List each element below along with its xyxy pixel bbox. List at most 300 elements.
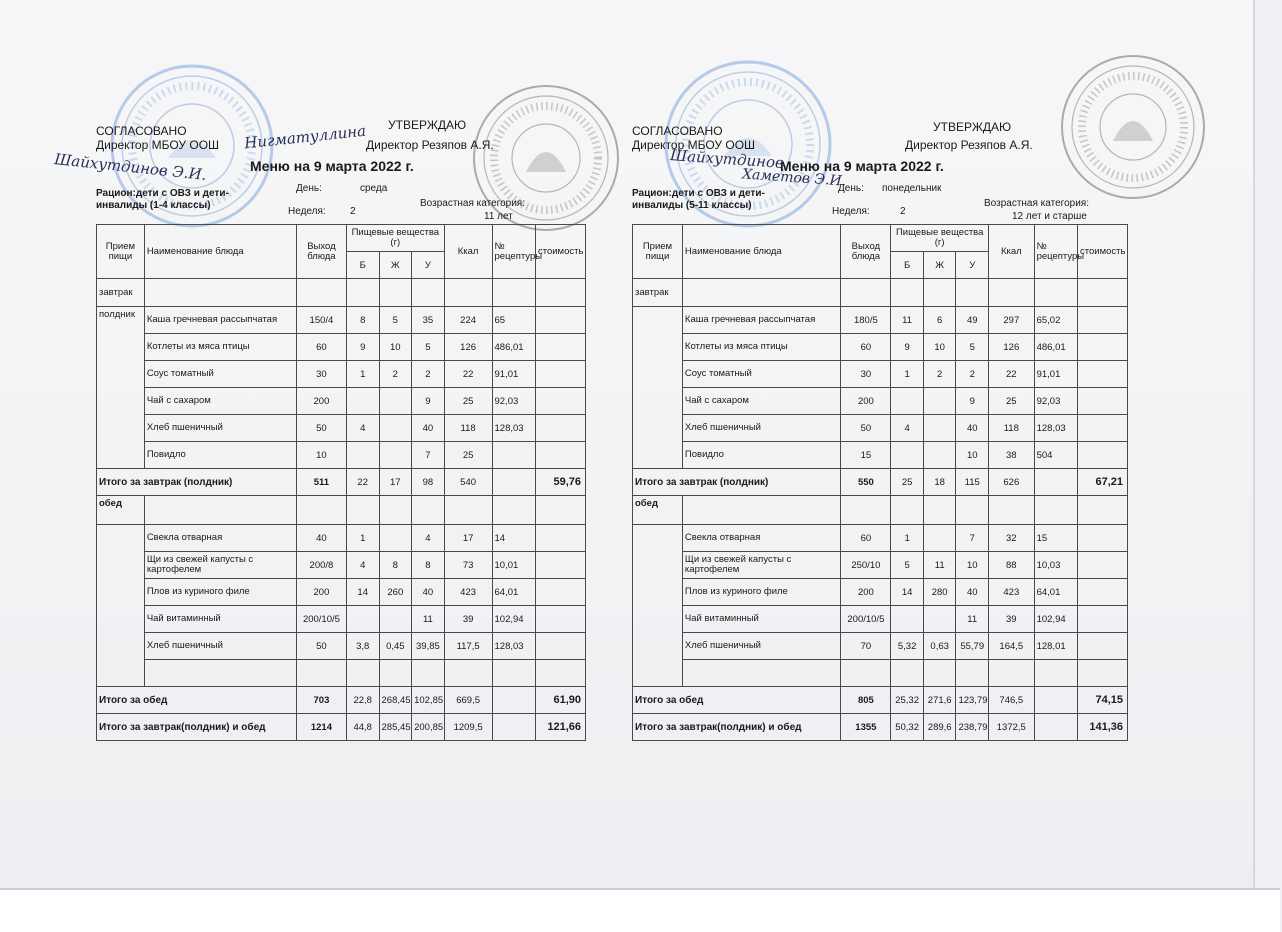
lunch-total-row xyxy=(97,687,586,714)
table-row xyxy=(97,525,586,552)
lunch-total-row-cost: 74,15 xyxy=(1078,687,1128,714)
meal-cell xyxy=(97,525,145,687)
dish-output: 50 xyxy=(296,415,346,442)
empty-cell xyxy=(412,496,445,525)
recipe-number xyxy=(492,442,535,469)
empty-cell xyxy=(841,660,891,687)
kcal-value: 38 xyxy=(989,442,1035,469)
lunch-total-row-output: 703 xyxy=(296,687,346,714)
lunch-total-row-protein: 25,32 xyxy=(891,687,924,714)
cost-value xyxy=(1078,415,1128,442)
kcal-value: 126 xyxy=(444,334,492,361)
empty-cell xyxy=(346,279,379,307)
week-value: 2 xyxy=(350,206,356,217)
dish-name: Щи из свежей капусты с картофелем xyxy=(682,552,840,579)
grand-total-row-kcal: 1372,5 xyxy=(989,714,1035,741)
protein-value xyxy=(346,606,379,633)
breakfast-total-row-recipe xyxy=(1034,469,1077,496)
protein-value: 4 xyxy=(346,415,379,442)
ration-line-2: инвалиды (1-4 классы) xyxy=(96,200,211,211)
kcal-value: 423 xyxy=(444,579,492,606)
approved-label: УТВЕРЖДАЮ xyxy=(388,118,467,132)
age-value: 12 лет и старше xyxy=(1012,211,1087,222)
grand-total-row-carbs: 238,79 xyxy=(956,714,989,741)
column-header-dish: Наименование блюда xyxy=(682,225,840,279)
carbs-value: 8 xyxy=(412,552,445,579)
dish-name: Повидло xyxy=(682,442,840,469)
recipe-number: 91,01 xyxy=(1034,361,1077,388)
kcal-value: 118 xyxy=(989,415,1035,442)
recipe-number: 65,02 xyxy=(1034,307,1077,334)
fat-value xyxy=(923,606,956,633)
recipe-number: 504 xyxy=(1034,442,1077,469)
carbs-value: 10 xyxy=(956,442,989,469)
column-header-b: Б xyxy=(346,252,379,279)
paper-edge-right xyxy=(1253,0,1282,930)
table-row xyxy=(97,633,586,660)
empty-cell xyxy=(144,660,296,687)
recipe-number: 102,94 xyxy=(1034,606,1077,633)
dish-name: Плов из куриного филе xyxy=(682,579,840,606)
carbs-value: 40 xyxy=(412,579,445,606)
carbs-value: 9 xyxy=(412,388,445,415)
lunch-total-row xyxy=(633,687,1128,714)
agreed-by: Директор МБОУ ООШ xyxy=(96,138,220,152)
breakfast-total-row-protein: 25 xyxy=(891,469,924,496)
menu-table xyxy=(96,224,586,741)
lunch-total-row-fat: 271,6 xyxy=(923,687,956,714)
column-header-zh: Ж xyxy=(379,252,412,279)
grand-total-row xyxy=(97,714,586,741)
breakfast-total-row xyxy=(97,469,586,496)
kcal-value: 117,5 xyxy=(444,633,492,660)
carbs-value: 11 xyxy=(956,606,989,633)
section-row-lunch xyxy=(633,496,1128,525)
recipe-number: 486,01 xyxy=(1034,334,1077,361)
table-row xyxy=(97,334,586,361)
age-label: Возрастная категория: xyxy=(420,198,525,209)
recipe-number: 128,03 xyxy=(492,633,535,660)
fat-value: 2 xyxy=(379,361,412,388)
kcal-value: 39 xyxy=(444,606,492,633)
section-label-breakfast: завтрак xyxy=(633,279,683,307)
column-header-nutrients: Пищевые вещества (г) xyxy=(891,225,989,252)
section-label-lunch: обед xyxy=(633,496,683,525)
section-label-lunch: обед xyxy=(97,496,145,525)
kcal-value: 297 xyxy=(989,307,1035,334)
cost-value xyxy=(1078,525,1128,552)
table-row xyxy=(633,633,1128,660)
kcal-value: 22 xyxy=(989,361,1035,388)
table-row xyxy=(633,606,1128,633)
lunch-total-row-carbs: 102,85 xyxy=(412,687,445,714)
kcal-value: 164,5 xyxy=(989,633,1035,660)
protein-value: 1 xyxy=(891,525,924,552)
cost-value xyxy=(535,388,585,415)
empty-cell xyxy=(1034,496,1077,525)
empty-cell xyxy=(989,496,1035,525)
protein-value xyxy=(891,606,924,633)
column-header-nutrients: Пищевые вещества (г) xyxy=(346,225,444,252)
fat-value xyxy=(379,388,412,415)
empty-cell xyxy=(956,496,989,525)
grand-total-row-kcal: 1209,5 xyxy=(444,714,492,741)
breakfast-total-row-label: Итого за завтрак (полдник) xyxy=(633,469,841,496)
table-row xyxy=(97,388,586,415)
empty-cell xyxy=(923,496,956,525)
lunch-total-row-kcal: 669,5 xyxy=(444,687,492,714)
dish-name: Повидло xyxy=(144,442,296,469)
empty-cell xyxy=(296,496,346,525)
dish-output: 200/10/5 xyxy=(296,606,346,633)
fat-value: 280 xyxy=(923,579,956,606)
grand-total-row-recipe xyxy=(1034,714,1077,741)
empty-cell xyxy=(535,660,585,687)
fat-value xyxy=(923,388,956,415)
kcal-value: 32 xyxy=(989,525,1035,552)
dish-output: 200 xyxy=(296,579,346,606)
table-row xyxy=(633,307,1128,334)
dish-name: Хлеб пшеничный xyxy=(144,415,296,442)
cost-value xyxy=(1078,361,1128,388)
dish-output: 180/5 xyxy=(841,307,891,334)
dish-output: 60 xyxy=(841,525,891,552)
empty-cell xyxy=(682,279,840,307)
empty-cell xyxy=(412,660,445,687)
column-header-dish: Наименование блюда xyxy=(144,225,296,279)
table-row xyxy=(97,415,586,442)
dish-output: 10 xyxy=(296,442,346,469)
lunch-total-row-recipe xyxy=(1034,687,1077,714)
empty-cell xyxy=(682,496,840,525)
kcal-value: 73 xyxy=(444,552,492,579)
table-row xyxy=(97,361,586,388)
cost-value xyxy=(535,334,585,361)
cost-value xyxy=(535,606,585,633)
table-row xyxy=(633,525,1128,552)
protein-value: 3,8 xyxy=(346,633,379,660)
dish-output: 15 xyxy=(841,442,891,469)
protein-value: 9 xyxy=(891,334,924,361)
age-label: Возрастная категория: xyxy=(984,198,1089,209)
fat-value: 8 xyxy=(379,552,412,579)
fat-value xyxy=(923,415,956,442)
cost-value xyxy=(535,442,585,469)
fat-value xyxy=(379,525,412,552)
recipe-number: 128,03 xyxy=(492,415,535,442)
column-header-kcal: Ккал xyxy=(989,225,1035,279)
fat-value: 6 xyxy=(923,307,956,334)
dish-output: 200 xyxy=(841,388,891,415)
empty-cell xyxy=(923,660,956,687)
section-row-breakfast xyxy=(633,279,1128,307)
empty-cell xyxy=(891,496,924,525)
cost-value xyxy=(535,579,585,606)
approved-by: Директор Резяпов А.Я. xyxy=(366,138,494,152)
column-header-zh: Ж xyxy=(923,252,956,279)
protein-value: 9 xyxy=(346,334,379,361)
section-row-breakfast xyxy=(97,279,586,307)
table-row xyxy=(633,579,1128,606)
empty-cell xyxy=(1078,660,1128,687)
dish-output: 200/8 xyxy=(296,552,346,579)
kcal-value: 224 xyxy=(444,307,492,334)
empty-cell xyxy=(1078,279,1128,307)
carbs-value: 40 xyxy=(956,415,989,442)
lunch-total-row-fat: 268,45 xyxy=(379,687,412,714)
week-value: 2 xyxy=(900,206,906,217)
empty-cell xyxy=(923,279,956,307)
empty-row xyxy=(633,660,1128,687)
dish-output: 150/4 xyxy=(296,307,346,334)
protein-value: 1 xyxy=(346,525,379,552)
agreed-label: СОГЛАСОВАНО xyxy=(96,124,187,138)
fat-value: 11 xyxy=(923,552,956,579)
cost-value xyxy=(1078,606,1128,633)
protein-value: 14 xyxy=(346,579,379,606)
recipe-number: 10,03 xyxy=(1034,552,1077,579)
empty-cell xyxy=(296,660,346,687)
breakfast-total-row-protein: 22 xyxy=(346,469,379,496)
grand-total-row-output: 1214 xyxy=(296,714,346,741)
table-row xyxy=(97,552,586,579)
breakfast-total-row-recipe xyxy=(492,469,535,496)
cost-value xyxy=(1078,552,1128,579)
cost-value xyxy=(1078,307,1128,334)
recipe-number: 64,01 xyxy=(1034,579,1077,606)
carbs-value: 40 xyxy=(412,415,445,442)
column-header-meal: Прием пищи xyxy=(97,225,145,279)
fat-value: 10 xyxy=(923,334,956,361)
cost-value xyxy=(535,415,585,442)
dish-output: 60 xyxy=(841,334,891,361)
menu-table xyxy=(632,224,1128,741)
dish-name: Хлеб пшеничный xyxy=(682,633,840,660)
grand-total-row-fat: 289,6 xyxy=(923,714,956,741)
cost-value xyxy=(535,525,585,552)
cost-value xyxy=(1078,633,1128,660)
carbs-value: 7 xyxy=(956,525,989,552)
protein-value xyxy=(346,442,379,469)
table-row xyxy=(633,552,1128,579)
fat-value xyxy=(379,442,412,469)
empty-cell xyxy=(535,496,585,525)
fat-value xyxy=(923,525,956,552)
kcal-value: 25 xyxy=(989,388,1035,415)
breakfast-total-row-carbs: 115 xyxy=(956,469,989,496)
table-header-row xyxy=(97,225,586,252)
grand-total-row-protein: 44,8 xyxy=(346,714,379,741)
fat-value xyxy=(923,442,956,469)
recipe-number: 65 xyxy=(492,307,535,334)
kcal-value: 22 xyxy=(444,361,492,388)
breakfast-total-row-carbs: 98 xyxy=(412,469,445,496)
grand-total-row-cost: 141,36 xyxy=(1078,714,1128,741)
column-header-output: Выход блюда xyxy=(296,225,346,279)
empty-cell xyxy=(492,279,535,307)
column-header-recipe: № рецептуры xyxy=(1034,225,1077,279)
day-label: День: xyxy=(296,183,322,194)
ration-line-1: Рацион:дети с ОВЗ и дети- xyxy=(632,188,765,199)
protein-value: 11 xyxy=(891,307,924,334)
dish-output: 60 xyxy=(296,334,346,361)
table-row xyxy=(633,442,1128,469)
recipe-number: 14 xyxy=(492,525,535,552)
section-label-snack: полдник xyxy=(97,307,145,469)
dish-name: Котлеты из мяса птицы xyxy=(682,334,840,361)
column-header-recipe: № рецептуры xyxy=(492,225,535,279)
dish-output: 30 xyxy=(296,361,346,388)
protein-value: 5,32 xyxy=(891,633,924,660)
protein-value xyxy=(891,388,924,415)
kcal-value: 88 xyxy=(989,552,1035,579)
lunch-total-row-recipe xyxy=(492,687,535,714)
carbs-value: 10 xyxy=(956,552,989,579)
table-row xyxy=(97,579,586,606)
cost-value xyxy=(535,361,585,388)
recipe-number: 92,03 xyxy=(492,388,535,415)
carbs-value: 40 xyxy=(956,579,989,606)
empty-cell xyxy=(535,279,585,307)
table-row xyxy=(97,442,586,469)
dish-name: Каша гречневая рассыпчатая xyxy=(144,307,296,334)
cost-value xyxy=(535,307,585,334)
table-row xyxy=(97,307,586,334)
dish-name: Чай с сахаром xyxy=(682,388,840,415)
dish-name: Плов из куриного филе xyxy=(144,579,296,606)
empty-cell xyxy=(956,660,989,687)
fat-value xyxy=(379,606,412,633)
gray-stamp-right xyxy=(1058,52,1208,202)
recipe-number: 64,01 xyxy=(492,579,535,606)
empty-cell xyxy=(841,496,891,525)
grand-total-row-carbs: 200,85 xyxy=(412,714,445,741)
empty-cell xyxy=(346,496,379,525)
fat-value: 0,63 xyxy=(923,633,956,660)
age-value: 11 лет xyxy=(484,211,513,222)
recipe-number: 15 xyxy=(1034,525,1077,552)
week-label: Неделя: xyxy=(288,206,326,217)
lunch-total-row-carbs: 123,79 xyxy=(956,687,989,714)
empty-cell xyxy=(1034,279,1077,307)
section-label-breakfast: завтрак xyxy=(97,279,145,307)
grand-total-row-cost: 121,66 xyxy=(535,714,585,741)
dish-name: Чай с сахаром xyxy=(144,388,296,415)
handwritten-signature: Нигматуллина xyxy=(243,121,367,153)
recipe-number: 10,01 xyxy=(492,552,535,579)
carbs-value: 2 xyxy=(412,361,445,388)
empty-cell xyxy=(891,279,924,307)
lunch-total-row-kcal: 746,5 xyxy=(989,687,1035,714)
handwritten-signature: Хаметов Э.И. xyxy=(741,166,847,190)
empty-cell xyxy=(492,496,535,525)
kcal-value: 423 xyxy=(989,579,1035,606)
dish-output: 200 xyxy=(841,579,891,606)
day-value: понедельник xyxy=(882,183,942,194)
breakfast-total-row-cost: 67,21 xyxy=(1078,469,1128,496)
grand-total-row-fat: 285,45 xyxy=(379,714,412,741)
carbs-value: 9 xyxy=(956,388,989,415)
column-header-b: Б xyxy=(891,252,924,279)
menu-title: Меню на 9 марта 2022 г. xyxy=(780,158,944,174)
dish-name: Каша гречневая рассыпчатая xyxy=(682,307,840,334)
kcal-value: 25 xyxy=(444,442,492,469)
column-header-u: У xyxy=(412,252,445,279)
dish-output: 70 xyxy=(841,633,891,660)
empty-cell xyxy=(956,279,989,307)
column-header-output: Выход блюда xyxy=(841,225,891,279)
breakfast-total-row xyxy=(633,469,1128,496)
empty-cell xyxy=(989,660,1035,687)
cost-value xyxy=(1078,388,1128,415)
column-header-u: У xyxy=(956,252,989,279)
table-row xyxy=(633,361,1128,388)
fat-value: 5 xyxy=(379,307,412,334)
paper-edge-bottom xyxy=(0,888,1280,932)
lunch-total-row-label: Итого за обед xyxy=(97,687,297,714)
meal-cell xyxy=(633,525,683,687)
cost-value xyxy=(1078,442,1128,469)
carbs-value: 39,85 xyxy=(412,633,445,660)
empty-cell xyxy=(379,496,412,525)
grand-total-row-label: Итого за завтрак(полдник) и обед xyxy=(97,714,297,741)
dish-output: 250/10 xyxy=(841,552,891,579)
column-header-cost: стоимость xyxy=(535,225,585,279)
empty-cell xyxy=(841,279,891,307)
breakfast-total-row-output: 550 xyxy=(841,469,891,496)
section-row-lunch xyxy=(97,496,586,525)
grand-total-row-output: 1355 xyxy=(841,714,891,741)
recipe-number: 92,03 xyxy=(1034,388,1077,415)
kcal-value: 25 xyxy=(444,388,492,415)
dish-name: Щи из свежей капусты с картофелем xyxy=(144,552,296,579)
ration-line-1: Рацион:дети с ОВЗ и дети- xyxy=(96,188,229,199)
ration-line-2: инвалиды (5-11 классы) xyxy=(632,200,752,211)
table-row xyxy=(633,334,1128,361)
grand-total-row xyxy=(633,714,1128,741)
protein-value: 1 xyxy=(891,361,924,388)
section-label-snack xyxy=(633,307,683,469)
agreed-by: Директор МБОУ ООШ xyxy=(632,138,756,152)
approved-by: Директор Резяпов А.Я. xyxy=(905,138,1033,152)
fat-value: 10 xyxy=(379,334,412,361)
carbs-value: 49 xyxy=(956,307,989,334)
dish-output: 200/10/5 xyxy=(841,606,891,633)
empty-cell xyxy=(144,496,296,525)
carbs-value: 55,79 xyxy=(956,633,989,660)
empty-cell xyxy=(379,279,412,307)
handwritten-signature: Шайхутдинов xyxy=(669,146,785,172)
carbs-value: 5 xyxy=(412,334,445,361)
empty-cell xyxy=(682,660,840,687)
protein-value: 14 xyxy=(891,579,924,606)
dish-name: Чай витаминный xyxy=(682,606,840,633)
kcal-value: 17 xyxy=(444,525,492,552)
fat-value: 2 xyxy=(923,361,956,388)
recipe-number: 102,94 xyxy=(492,606,535,633)
dish-name: Хлеб пшеничный xyxy=(144,633,296,660)
lunch-total-row-label: Итого за обед xyxy=(633,687,841,714)
empty-cell xyxy=(492,660,535,687)
dish-name: Свекла отварная xyxy=(144,525,296,552)
cost-value xyxy=(535,633,585,660)
column-header-kcal: Ккал xyxy=(444,225,492,279)
empty-cell xyxy=(444,660,492,687)
grand-total-row-recipe xyxy=(492,714,535,741)
day-value: среда xyxy=(360,183,388,194)
table-row xyxy=(633,415,1128,442)
dish-name: Соус томатный xyxy=(682,361,840,388)
